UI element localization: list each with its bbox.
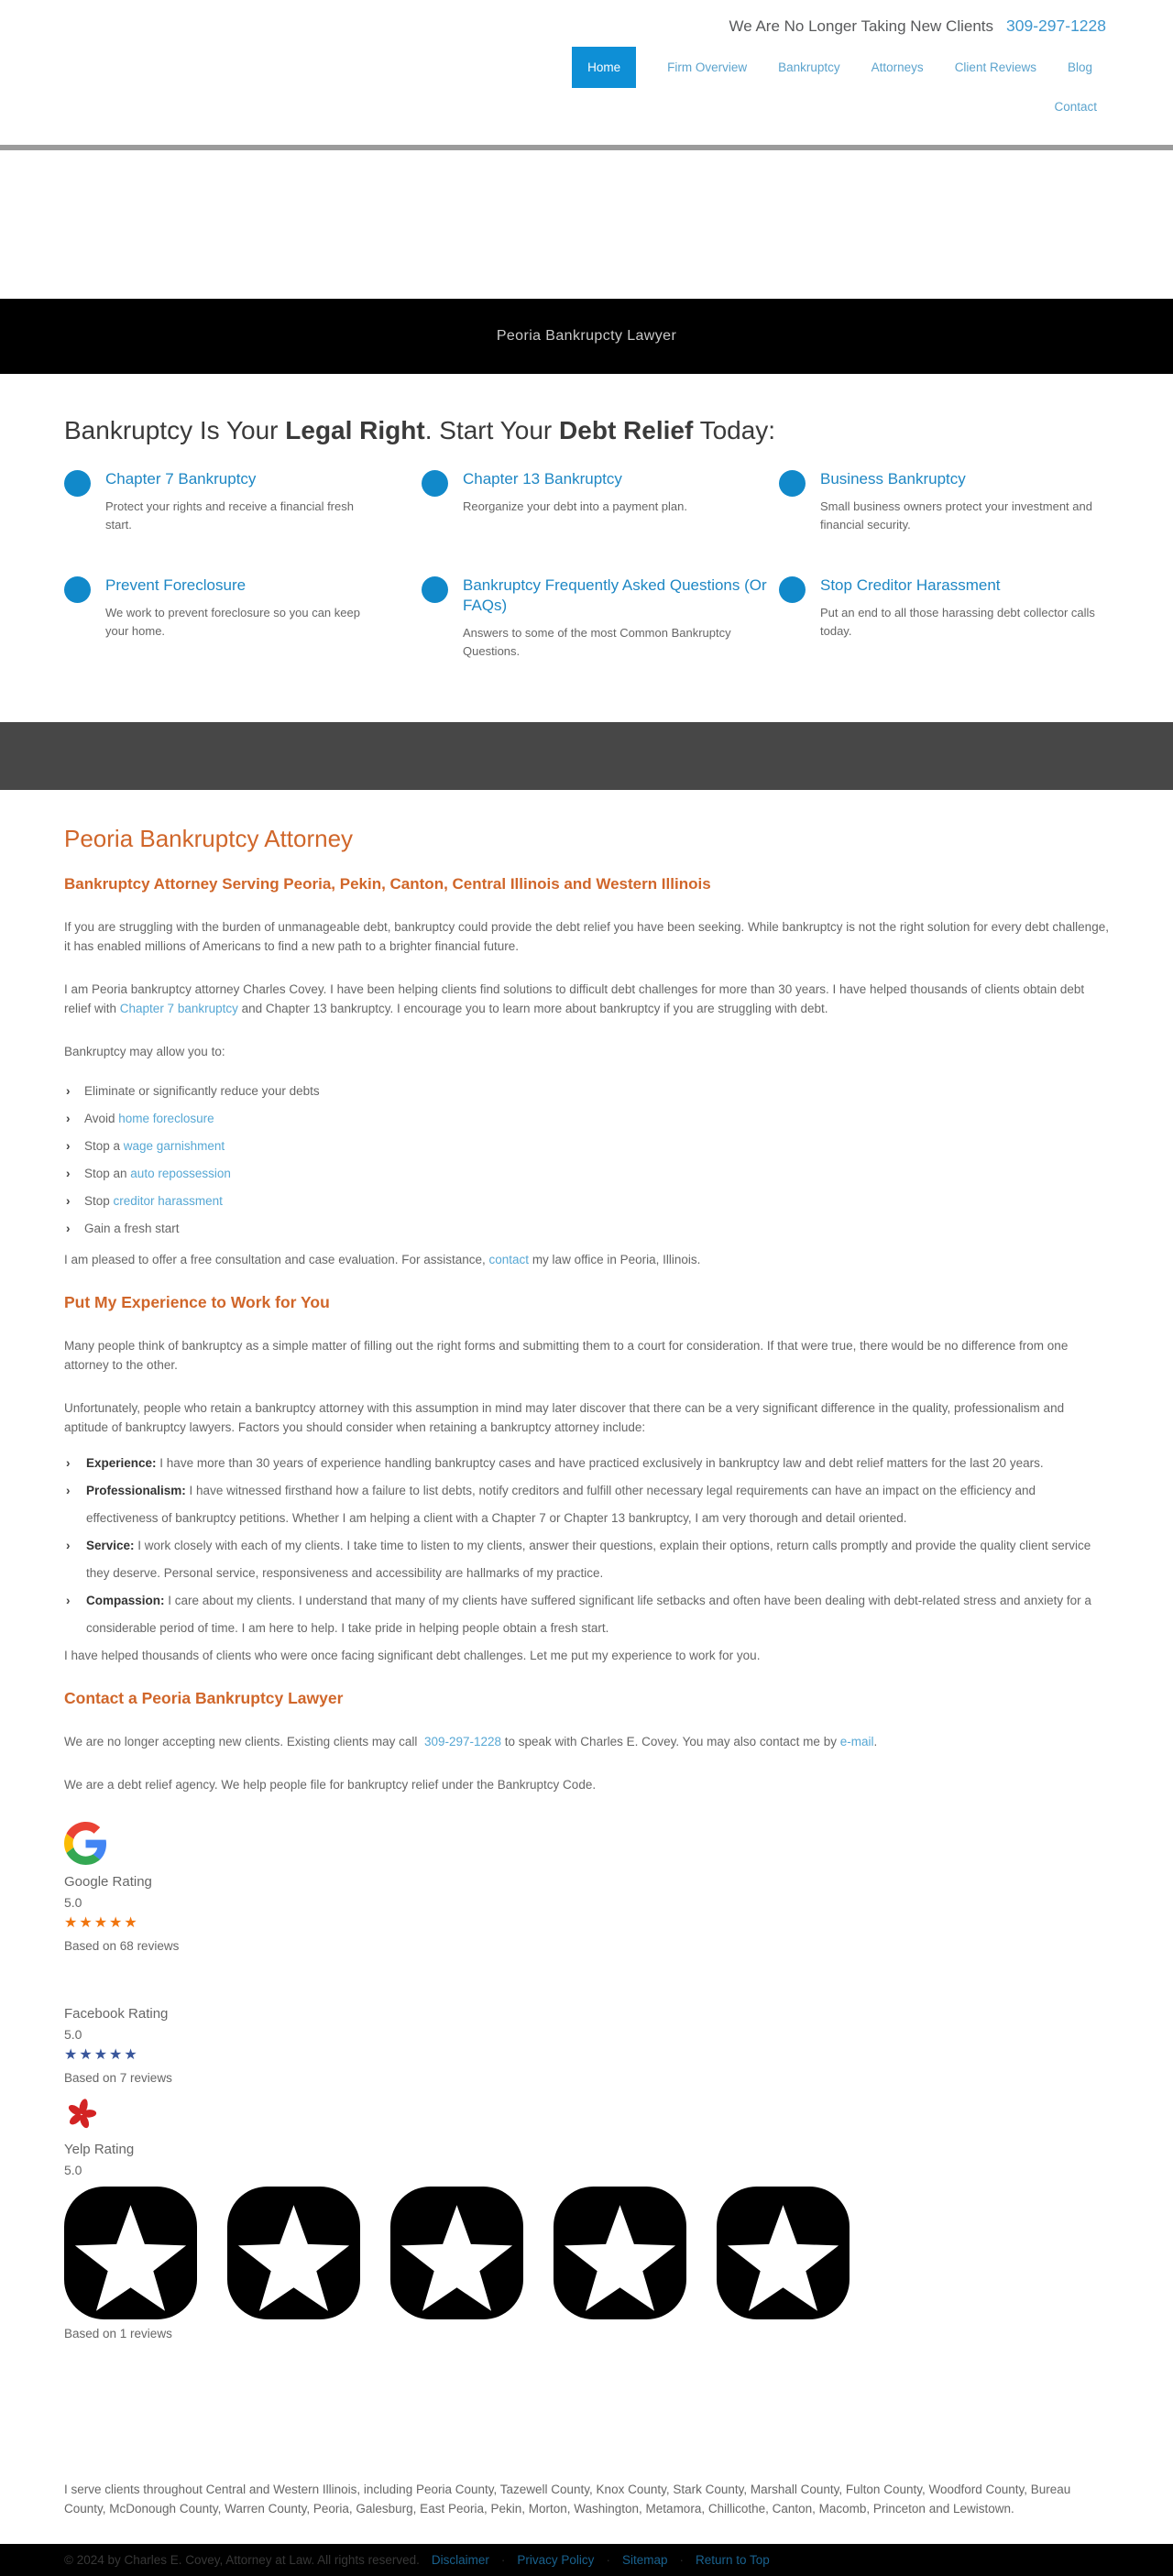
feature-title-link[interactable]: Business Bankruptcy	[820, 470, 966, 488]
nav-item-blog[interactable]: Blog	[1067, 60, 1092, 74]
google-rating-score: 5.0	[64, 1895, 82, 1910]
list-item: › Gain a fresh start	[64, 1219, 1109, 1238]
list-item: › Experience: I have more than 30 years of experience handling bankruptcy cases and have practiced exclusively in bankruptcy law and debt relief matters for the last 20 years.	[64, 1450, 1109, 1477]
footer-link-sitemap[interactable]: Sitemap	[621, 2553, 668, 2567]
attorney-factors-list	[64, 1450, 1109, 1642]
feature-title-link[interactable]: Chapter 7 Bankruptcy	[105, 470, 257, 488]
inline-text-link[interactable]: contact	[488, 1253, 530, 1266]
inline-text-link[interactable]: home foreclosure	[118, 1112, 214, 1125]
feature-chapter-13	[422, 469, 779, 533]
google-logo-icon	[64, 1822, 107, 1865]
bankruptcy-benefits-list	[64, 1081, 1109, 1246]
service-area-paragraph: I serve clients throughout Central and Western Illinois, including Peoria County, Tazewell County, Knox County, Stark County, Marshall County, Fulton County, Woodford County, Bureau County, McDonough County, Warren County, Peoria, Galesburg, East Peoria, Pekin, Morton, Washington, Metamora, Chillicothe, Canton, Macomb, Princeton and Lewistown.	[64, 2483, 1071, 2516]
big-star-icon	[717, 2187, 850, 2319]
chevron-right-icon: ›	[66, 1112, 71, 1125]
page-title: Peoria Bankruptcy Attorney	[64, 825, 354, 852]
inline-text-link[interactable]: Chapter 7 bankruptcy	[119, 1002, 238, 1015]
yelp-review-count: Based on 1 reviews	[64, 2327, 172, 2340]
nav-item-firm-overview[interactable]: Firm Overview	[667, 60, 748, 74]
serving-subtitle: Bankruptcy Attorney Serving Peoria, Pekin, Canton, Central Illinois and Western Illinois	[64, 875, 711, 893]
nav-item-contact[interactable]: Contact	[1054, 99, 1097, 114]
chevron-right-icon: ›	[66, 1167, 71, 1180]
footer-separator: ·	[500, 2553, 506, 2567]
hero-headline: Bankruptcy Is Your Legal Right. Start Your Debt Relief Today:	[64, 416, 776, 444]
experience-paragraph-1: Many people think of bankruptcy as a simple matter of filling out the right forms and submitting them to a court for consideration. If that were true, there would be no difference from one attorney to the other.	[64, 1339, 1069, 1372]
chevron-right-icon: ›	[66, 1456, 71, 1470]
helped-thousands-paragraph: I have helped thousands of clients who were once facing significant debt challenges. Let me put my experience to work for you.	[64, 1649, 761, 1662]
list-item: › Professionalism: I have witnessed firsthand how a failure to list debts, notify creditors and fulfill other necessary legal requirements can have an impact on the efficiency and effectiveness of bankruptcy petitions. Whether I am helping a client with a Chapter 7 or Chapter 13 bankruptcy, I am very thorough and detail oriented.	[64, 1477, 1109, 1532]
bullet-circle-icon	[64, 576, 91, 603]
chevron-right-icon: ›	[66, 1594, 71, 1607]
main-nav	[0, 47, 1173, 88]
yelp-rating-label: Yelp Rating	[64, 2142, 135, 2157]
facebook-logo-gap	[64, 1953, 1109, 1997]
main-nav-second-row	[0, 88, 1173, 125]
yelp-logo-icon	[64, 2096, 99, 2132]
feature-stop-creditor-harassment	[779, 575, 1109, 660]
bullet-circle-icon	[422, 576, 448, 603]
bullet-circle-icon	[64, 470, 91, 497]
feature-business-bankruptcy	[779, 469, 1109, 533]
inline-text-link[interactable]: wage garnishment	[123, 1139, 225, 1153]
page-banner	[0, 299, 1173, 374]
list-item: › Stop a wage garnishment	[64, 1136, 1109, 1156]
feature-prevent-foreclosure	[64, 575, 422, 660]
google-stars: ★★★★★	[64, 1915, 139, 1931]
debt-relief-agency-paragraph: We are a debt relief agency. We help people file for bankruptcy relief under the Bankruptcy Code.	[64, 1778, 597, 1792]
chevron-right-icon: ›	[66, 1139, 71, 1153]
site-header	[0, 0, 1173, 145]
notice-row	[0, 0, 1173, 36]
bullet-circle-icon	[422, 470, 448, 497]
experience-heading: Put My Experience to Work for You	[64, 1293, 330, 1311]
blank-band	[0, 150, 1173, 299]
google-rating-label: Google Rating	[64, 1874, 152, 1890]
list-item: › Service: I work closely with each of my clients. I take time to listen to my clients, answer their questions, explain their options, return calls promptly and provide the quality client service they deserve. Personal service, responsiveness and accessibility are hallmarks of my practice.	[64, 1532, 1109, 1587]
chevron-right-icon: ›	[66, 1484, 71, 1497]
big-star-icon	[554, 2187, 686, 2319]
footer-link-return-to-top[interactable]: Return to Top	[695, 2553, 770, 2567]
chevron-right-icon: ›	[66, 1222, 71, 1235]
feature-description: Answers to some of the most Common Bankruptcy Questions.	[463, 626, 731, 658]
feature-grid	[64, 469, 1109, 660]
bullet-circle-icon	[779, 470, 806, 497]
list-item: › Avoid home foreclosure	[64, 1109, 1109, 1128]
allow-intro: Bankruptcy may allow you to:	[64, 1045, 225, 1058]
charcoal-band	[0, 722, 1173, 790]
feature-title-link[interactable]: Chapter 13 Bankruptcy	[463, 470, 622, 488]
consultation-paragraph: I am pleased to offer a free consultation and case evaluation. For assistance, contact my law office in Peoria, Illinois.	[64, 1253, 701, 1266]
banner-title: Peoria Bankrupcty Lawyer	[496, 328, 677, 344]
hero-section	[0, 374, 1173, 722]
copyright-text: © 2024 by Charles E. Covey, Attorney at Law. All rights reserved.	[64, 2553, 420, 2567]
big-star-icon	[227, 2187, 360, 2319]
inline-text-link[interactable]: creditor harassment	[113, 1194, 223, 1208]
facebook-rating-label: Facebook Rating	[64, 2006, 169, 2022]
nav-item-attorneys[interactable]: Attorneys	[871, 60, 924, 74]
inline-text-link[interactable]: auto repossession	[130, 1167, 231, 1180]
contact-heading: Contact a Peoria Bankruptcy Lawyer	[64, 1689, 344, 1707]
bullet-circle-icon	[779, 576, 806, 603]
intro-paragraph: If you are struggling with the burden of unmanageable debt, bankruptcy could provide the debt relief you have been seeking. While bankruptcy is not the right solution for every debt challenge, it has enabled millions of Americans to find a new path to a brighter financial future.	[64, 920, 1109, 953]
nav-item-bankruptcy[interactable]: Bankruptcy	[778, 60, 840, 74]
feature-chapter-7	[64, 469, 422, 533]
contact-paragraph: We are no longer accepting new clients. Existing clients may call 309-297-1228 to speak with Charles E. Covey. You may also contact me by e-mail.	[64, 1735, 878, 1748]
inline-text-link[interactable]: e-mail	[839, 1735, 874, 1748]
chevron-right-icon: ›	[66, 1194, 71, 1208]
feature-description: Small business owners protect your investment and financial security.	[820, 499, 1092, 532]
feature-title-link[interactable]: Bankruptcy Frequently Asked Questions (Or FAQs)	[463, 576, 767, 615]
facebook-rating-score: 5.0	[64, 2027, 82, 2042]
list-item: › Eliminate or significantly reduce your debts	[64, 1081, 1109, 1101]
footer-link-disclaimer[interactable]: Disclaimer	[431, 2553, 489, 2567]
big-star-icon	[390, 2187, 523, 2319]
yelp-star-row	[64, 2187, 1109, 2319]
inline-text-link[interactable]: 309-297-1228	[423, 1735, 502, 1748]
feature-title-link[interactable]: Stop Creditor Harassment	[820, 576, 1001, 595]
chevron-right-icon: ›	[66, 1084, 71, 1098]
footer-separator: ·	[679, 2553, 684, 2567]
feature-description: We work to prevent foreclosure so you can keep your home.	[105, 606, 360, 638]
attorney-paragraph: I am Peoria bankruptcy attorney Charles Covey. I have been helping clients find solutions to difficult debt challenges for more than 30 years. I have helped thousands of clients obtain debt relief with Chapter 7 bankruptcy and Chapter 13 bankruptcy. I encourage you to learn more about bankruptcy if you are struggling with debt.	[64, 982, 1085, 1015]
google-review-count: Based on 68 reviews	[64, 1939, 180, 1953]
list-item: › Compassion: I care about my clients. I understand that many of my clients have suffered significant life setbacks and often have been dealing with debt-related stress and anxiety for a considerable period of time. I am here to help. I take pride in helping people obtain a fresh start.	[64, 1587, 1109, 1642]
footer-separator: ·	[606, 2553, 610, 2567]
feature-title-link[interactable]: Prevent Foreclosure	[105, 576, 247, 595]
footer-link-privacy-policy[interactable]: Privacy Policy	[517, 2553, 595, 2567]
nav-item-home[interactable]: Home	[572, 47, 636, 88]
chevron-right-icon: ›	[66, 1539, 71, 1552]
header-phone-link[interactable]: 309-297-1228	[1006, 16, 1106, 35]
list-item: › Stop an auto repossession	[64, 1164, 1109, 1183]
feature-description: Reorganize your debt into a payment plan.	[463, 499, 687, 514]
nav-item-client-reviews[interactable]: Client Reviews	[954, 60, 1036, 74]
facebook-review-count: Based on 7 reviews	[64, 2071, 172, 2085]
yelp-rating-score: 5.0	[64, 2163, 82, 2177]
feature-faqs	[422, 575, 779, 660]
feature-description: Put an end to all those harassing debt collector calls today.	[820, 606, 1095, 638]
facebook-stars: ★★★★★	[64, 2047, 139, 2063]
big-star-icon	[64, 2187, 197, 2319]
list-item: › Stop creditor harassment	[64, 1191, 1109, 1211]
experience-paragraph-2: Unfortunately, people who retain a bankruptcy attorney with this assumption in mind may later discover that there can be a very significant difference in the quality, professionalism and aptitude of bankruptcy lawyers. Factors you should consider when retaining a bankruptcy attorney include:	[64, 1401, 1065, 1434]
site-footer	[0, 2544, 1173, 2576]
no-new-clients-notice: We Are No Longer Taking New Clients	[729, 17, 994, 35]
feature-description: Protect your rights and receive a financial fresh start.	[105, 499, 354, 532]
main-content	[0, 790, 1173, 2544]
